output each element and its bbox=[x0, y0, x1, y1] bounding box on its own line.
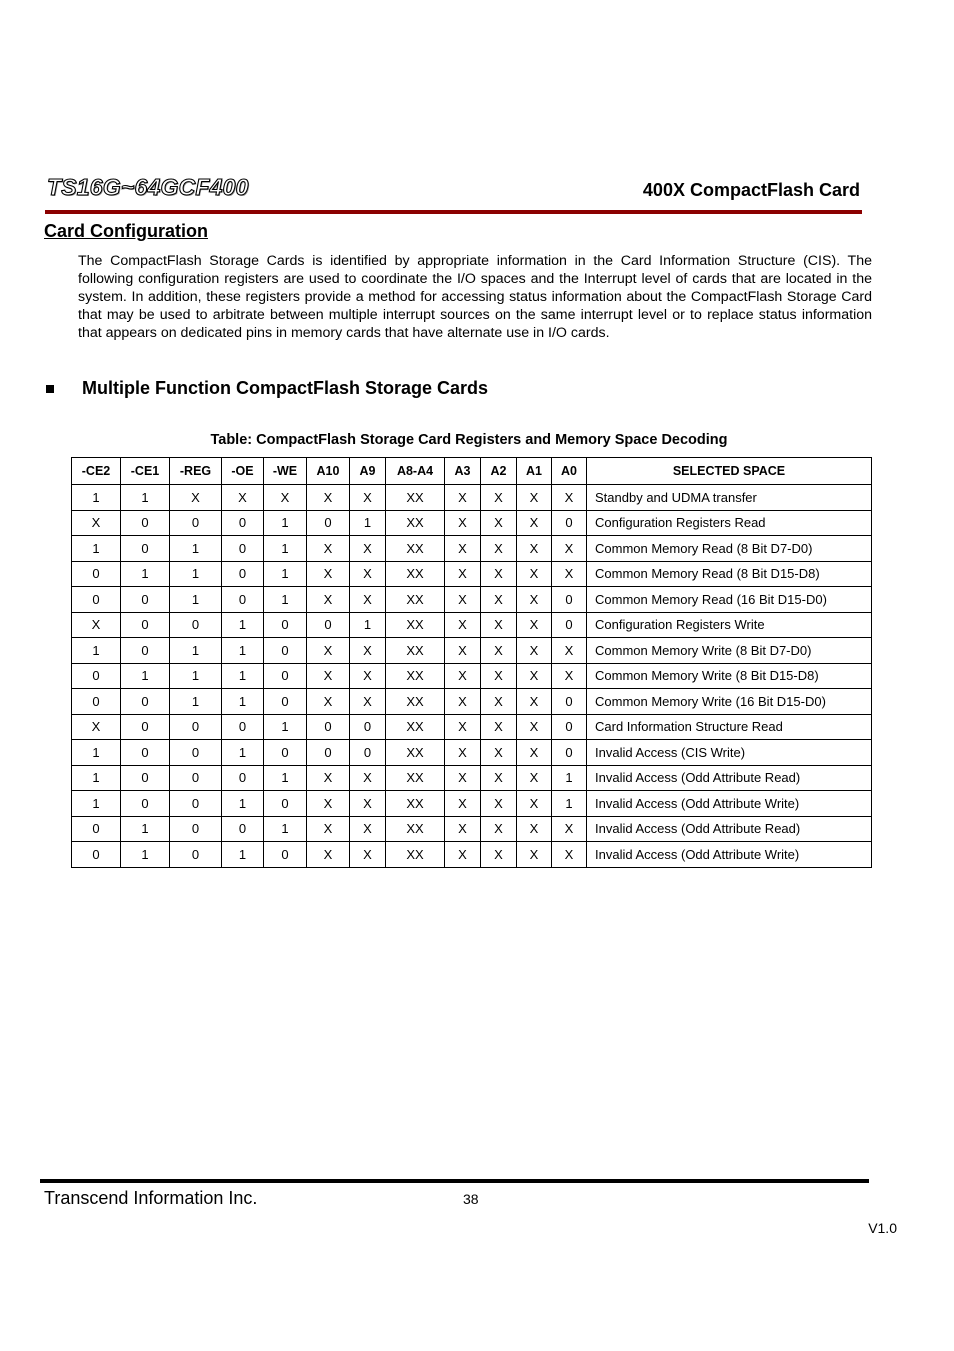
signal-cell: 0 bbox=[170, 510, 222, 536]
signal-cell: 1 bbox=[72, 740, 121, 766]
signal-cell: XX bbox=[386, 510, 445, 536]
signal-cell: X bbox=[350, 689, 386, 715]
signal-cell: 0 bbox=[222, 587, 264, 613]
signal-cell: X bbox=[72, 612, 121, 638]
signal-cell: X bbox=[481, 842, 517, 868]
signal-cell: X bbox=[307, 765, 350, 791]
signal-cell: X bbox=[517, 612, 552, 638]
signal-cell: X bbox=[481, 561, 517, 587]
signal-cell: 1 bbox=[222, 612, 264, 638]
header-divider bbox=[45, 210, 862, 214]
signal-cell: X bbox=[445, 740, 481, 766]
signal-cell: 1 bbox=[72, 638, 121, 664]
signal-cell: 1 bbox=[72, 536, 121, 562]
signal-cell: 1 bbox=[222, 638, 264, 664]
signal-cell: X bbox=[517, 638, 552, 664]
table-row bbox=[72, 740, 872, 766]
signal-cell: X bbox=[350, 842, 386, 868]
signal-cell: 1 bbox=[264, 765, 307, 791]
table-row bbox=[72, 561, 872, 587]
signal-cell: X bbox=[72, 510, 121, 536]
signal-cell: 0 bbox=[121, 510, 170, 536]
table-row bbox=[72, 714, 872, 740]
signal-cell: X bbox=[307, 816, 350, 842]
signal-cell: 1 bbox=[264, 510, 307, 536]
signal-cell: X bbox=[517, 536, 552, 562]
table-caption: Table: CompactFlash Storage Card Registers and Memory Space Decoding bbox=[210, 432, 728, 448]
signal-cell: X bbox=[517, 485, 552, 511]
column-header: A8-A4 bbox=[386, 458, 445, 485]
column-header: -WE bbox=[264, 458, 307, 485]
signal-cell: XX bbox=[386, 842, 445, 868]
signal-cell: 1 bbox=[222, 740, 264, 766]
signal-cell: X bbox=[552, 842, 587, 868]
signal-cell: 0 bbox=[264, 612, 307, 638]
signal-cell: X bbox=[481, 740, 517, 766]
signal-cell: 1 bbox=[264, 587, 307, 613]
signal-cell: X bbox=[445, 842, 481, 868]
signal-cell: 0 bbox=[307, 612, 350, 638]
column-header: -CE1 bbox=[121, 458, 170, 485]
signal-cell: 0 bbox=[121, 638, 170, 664]
table-row bbox=[72, 689, 872, 715]
document-title: 400X CompactFlash Card bbox=[642, 180, 860, 200]
selected-space-cell: Standby and UDMA transfer bbox=[587, 485, 872, 511]
signal-cell: X bbox=[307, 536, 350, 562]
signal-cell: X bbox=[481, 638, 517, 664]
signal-cell: 1 bbox=[170, 536, 222, 562]
signal-cell: 0 bbox=[121, 765, 170, 791]
signal-cell: 1 bbox=[264, 714, 307, 740]
signal-cell: 0 bbox=[552, 510, 587, 536]
signal-cell: 0 bbox=[121, 587, 170, 613]
column-header: -CE2 bbox=[72, 458, 121, 485]
signal-cell: 0 bbox=[307, 740, 350, 766]
selected-space-cell: Invalid Access (Odd Attribute Write) bbox=[587, 791, 872, 817]
table-body bbox=[72, 485, 872, 868]
signal-cell: X bbox=[350, 485, 386, 511]
signal-cell: 0 bbox=[222, 714, 264, 740]
signal-cell: XX bbox=[386, 587, 445, 613]
signal-cell: 0 bbox=[121, 791, 170, 817]
signal-cell: XX bbox=[386, 765, 445, 791]
signal-cell: 1 bbox=[170, 638, 222, 664]
section-title: Card Configuration bbox=[44, 221, 208, 241]
table-row bbox=[72, 612, 872, 638]
signal-cell: X bbox=[350, 816, 386, 842]
table-row bbox=[72, 638, 872, 664]
signal-cell: X bbox=[222, 485, 264, 511]
signal-cell: X bbox=[307, 791, 350, 817]
signal-cell: X bbox=[517, 663, 552, 689]
selected-space-cell: Invalid Access (Odd Attribute Read) bbox=[587, 765, 872, 791]
signal-cell: X bbox=[552, 536, 587, 562]
column-header: A1 bbox=[517, 458, 552, 485]
signal-cell: X bbox=[517, 842, 552, 868]
signal-cell: XX bbox=[386, 612, 445, 638]
column-header: SELECTED SPACE bbox=[587, 458, 872, 485]
signal-cell: 1 bbox=[121, 663, 170, 689]
signal-cell: X bbox=[350, 765, 386, 791]
signal-cell: XX bbox=[386, 485, 445, 511]
signal-cell: XX bbox=[386, 536, 445, 562]
signal-cell: X bbox=[552, 816, 587, 842]
signal-cell: 0 bbox=[72, 816, 121, 842]
signal-cell: 1 bbox=[170, 561, 222, 587]
signal-cell: 0 bbox=[264, 638, 307, 664]
signal-cell: 0 bbox=[170, 791, 222, 817]
signal-cell: X bbox=[517, 587, 552, 613]
signal-cell: 1 bbox=[552, 765, 587, 791]
signal-cell: X bbox=[552, 638, 587, 664]
signal-cell: X bbox=[481, 536, 517, 562]
signal-cell: X bbox=[350, 638, 386, 664]
table-row bbox=[72, 842, 872, 868]
signal-cell: X bbox=[517, 561, 552, 587]
signal-cell: X bbox=[517, 740, 552, 766]
signal-cell: 1 bbox=[222, 689, 264, 715]
column-header: A9 bbox=[350, 458, 386, 485]
signal-cell: X bbox=[445, 689, 481, 715]
signal-cell: X bbox=[517, 510, 552, 536]
page-number: 38 bbox=[463, 1191, 479, 1207]
signal-cell: 0 bbox=[552, 587, 587, 613]
signal-cell: 1 bbox=[121, 842, 170, 868]
signal-cell: 0 bbox=[552, 612, 587, 638]
signal-cell: X bbox=[445, 791, 481, 817]
signal-cell: X bbox=[307, 638, 350, 664]
selected-space-cell: Invalid Access (CIS Write) bbox=[587, 740, 872, 766]
signal-cell: 0 bbox=[170, 765, 222, 791]
signal-cell: X bbox=[481, 612, 517, 638]
table-row bbox=[72, 816, 872, 842]
signal-cell: X bbox=[481, 816, 517, 842]
selected-space-cell: Common Memory Write (8 Bit D15-D8) bbox=[587, 663, 872, 689]
column-header: A3 bbox=[445, 458, 481, 485]
table-header-row bbox=[72, 458, 872, 485]
signal-cell: X bbox=[307, 689, 350, 715]
selected-space-cell: Configuration Registers Read bbox=[587, 510, 872, 536]
signal-cell: 0 bbox=[121, 714, 170, 740]
signal-cell: 0 bbox=[121, 740, 170, 766]
signal-cell: 1 bbox=[222, 842, 264, 868]
signal-cell: X bbox=[445, 638, 481, 664]
signal-cell: X bbox=[445, 510, 481, 536]
signal-cell: XX bbox=[386, 791, 445, 817]
company-name: Transcend Information Inc. bbox=[44, 1188, 258, 1208]
column-header: A10 bbox=[307, 458, 350, 485]
signal-cell: 1 bbox=[121, 485, 170, 511]
signal-cell: X bbox=[481, 689, 517, 715]
table-row bbox=[72, 765, 872, 791]
signal-cell: 0 bbox=[307, 510, 350, 536]
signal-cell: 1 bbox=[350, 510, 386, 536]
signal-cell: 0 bbox=[170, 714, 222, 740]
table-row bbox=[72, 791, 872, 817]
signal-cell: 0 bbox=[72, 842, 121, 868]
signal-cell: 0 bbox=[552, 714, 587, 740]
signal-cell: 0 bbox=[350, 740, 386, 766]
signal-cell: X bbox=[307, 842, 350, 868]
signal-cell: 0 bbox=[222, 561, 264, 587]
signal-cell: X bbox=[481, 510, 517, 536]
signal-cell: 1 bbox=[121, 561, 170, 587]
signal-cell: 0 bbox=[170, 612, 222, 638]
signal-cell: 0 bbox=[72, 689, 121, 715]
signal-cell: 1 bbox=[222, 791, 264, 817]
signal-cell: XX bbox=[386, 561, 445, 587]
selected-space-cell: Common Memory Read (16 Bit D15-D0) bbox=[587, 587, 872, 613]
signal-cell: 1 bbox=[552, 791, 587, 817]
column-header: A2 bbox=[481, 458, 517, 485]
signal-cell: X bbox=[445, 714, 481, 740]
signal-cell: X bbox=[517, 791, 552, 817]
subsection-title: Multiple Function CompactFlash Storage Cards bbox=[82, 378, 489, 398]
signal-cell: 0 bbox=[552, 689, 587, 715]
signal-cell: 1 bbox=[72, 485, 121, 511]
signal-cell: XX bbox=[386, 816, 445, 842]
signal-cell: X bbox=[350, 587, 386, 613]
signal-cell: 0 bbox=[264, 791, 307, 817]
selected-space-cell: Common Memory Write (8 Bit D7-D0) bbox=[587, 638, 872, 664]
signal-cell: 1 bbox=[170, 663, 222, 689]
signal-cell: X bbox=[552, 485, 587, 511]
column-header: -OE bbox=[222, 458, 264, 485]
signal-cell: 0 bbox=[121, 689, 170, 715]
register-decoding-table bbox=[71, 457, 872, 868]
signal-cell: XX bbox=[386, 638, 445, 664]
brand-logo-text: TS16G~64GCF400 bbox=[47, 174, 249, 200]
signal-cell: X bbox=[445, 765, 481, 791]
signal-cell: 0 bbox=[222, 510, 264, 536]
signal-cell: X bbox=[481, 485, 517, 511]
signal-cell: 0 bbox=[72, 561, 121, 587]
signal-cell: 1 bbox=[264, 536, 307, 562]
selected-space-cell: Common Memory Read (8 Bit D15-D8) bbox=[587, 561, 872, 587]
signal-cell: X bbox=[307, 663, 350, 689]
signal-cell: 0 bbox=[222, 816, 264, 842]
column-header: -REG bbox=[170, 458, 222, 485]
table-row bbox=[72, 663, 872, 689]
signal-cell: 0 bbox=[170, 740, 222, 766]
table-row bbox=[72, 536, 872, 562]
signal-cell: X bbox=[350, 536, 386, 562]
signal-cell: X bbox=[481, 791, 517, 817]
signal-cell: 0 bbox=[121, 536, 170, 562]
signal-cell: X bbox=[350, 791, 386, 817]
signal-cell: 1 bbox=[121, 816, 170, 842]
signal-cell: X bbox=[307, 485, 350, 511]
signal-cell: 1 bbox=[170, 689, 222, 715]
footer-divider bbox=[40, 1179, 869, 1183]
signal-cell: X bbox=[445, 587, 481, 613]
selected-space-cell: Invalid Access (Odd Attribute Read) bbox=[587, 816, 872, 842]
signal-cell: X bbox=[445, 485, 481, 511]
signal-cell: X bbox=[350, 561, 386, 587]
signal-cell: 0 bbox=[170, 816, 222, 842]
signal-cell: X bbox=[170, 485, 222, 511]
signal-cell: X bbox=[481, 587, 517, 613]
selected-space-cell: Configuration Registers Write bbox=[587, 612, 872, 638]
signal-cell: X bbox=[481, 714, 517, 740]
signal-cell: X bbox=[517, 816, 552, 842]
column-header: A0 bbox=[552, 458, 587, 485]
signal-cell: X bbox=[517, 714, 552, 740]
signal-cell: X bbox=[264, 485, 307, 511]
signal-cell: X bbox=[481, 663, 517, 689]
signal-cell: X bbox=[445, 816, 481, 842]
signal-cell: 0 bbox=[552, 740, 587, 766]
signal-cell: 1 bbox=[170, 587, 222, 613]
signal-cell: 0 bbox=[307, 714, 350, 740]
signal-cell: 0 bbox=[264, 740, 307, 766]
signal-cell: 1 bbox=[264, 816, 307, 842]
signal-cell: X bbox=[517, 765, 552, 791]
signal-cell: 0 bbox=[222, 765, 264, 791]
selected-space-cell: Card Information Structure Read bbox=[587, 714, 872, 740]
table-row bbox=[72, 587, 872, 613]
signal-cell: X bbox=[517, 689, 552, 715]
version-label: V1.0 bbox=[868, 1220, 897, 1236]
signal-cell: 0 bbox=[121, 612, 170, 638]
signal-cell: X bbox=[72, 714, 121, 740]
signal-cell: X bbox=[445, 536, 481, 562]
selected-space-cell: Invalid Access (Odd Attribute Write) bbox=[587, 842, 872, 868]
signal-cell: 0 bbox=[264, 689, 307, 715]
signal-cell: XX bbox=[386, 663, 445, 689]
signal-cell: XX bbox=[386, 689, 445, 715]
square-bullet-icon bbox=[46, 385, 54, 393]
signal-cell: X bbox=[445, 612, 481, 638]
signal-cell: 1 bbox=[72, 791, 121, 817]
signal-cell: 1 bbox=[350, 612, 386, 638]
signal-cell: X bbox=[481, 765, 517, 791]
signal-cell: X bbox=[307, 587, 350, 613]
signal-cell: 0 bbox=[72, 663, 121, 689]
signal-cell: X bbox=[307, 561, 350, 587]
signal-cell: 1 bbox=[222, 663, 264, 689]
signal-cell: XX bbox=[386, 740, 445, 766]
signal-cell: X bbox=[445, 561, 481, 587]
signal-cell: 0 bbox=[72, 587, 121, 613]
intro-paragraph: The CompactFlash Storage Cards is identified by appropriate information in the Card Information Structure (CIS). The following configuration registers are used to coordinate the I/O spaces and the Interrupt level of cards that are located in the system. In addition, these registers provide a method for accessing status information about the CompactFlash Storage Card that may be used to arbitrate between multiple interrupt sources on the same interrupt level or to replace status information that appears on dedicated pins in memory cards that have alternate use in I/O cards. bbox=[78, 253, 872, 341]
signal-cell: 0 bbox=[264, 842, 307, 868]
signal-cell: 0 bbox=[264, 663, 307, 689]
signal-cell: 1 bbox=[72, 765, 121, 791]
signal-cell: 0 bbox=[222, 536, 264, 562]
signal-cell: X bbox=[552, 561, 587, 587]
table-row bbox=[72, 485, 872, 511]
selected-space-cell: Common Memory Write (16 Bit D15-D0) bbox=[587, 689, 872, 715]
selected-space-cell: Common Memory Read (8 Bit D7-D0) bbox=[587, 536, 872, 562]
table-row bbox=[72, 510, 872, 536]
signal-cell: 0 bbox=[350, 714, 386, 740]
signal-cell: 1 bbox=[264, 561, 307, 587]
signal-cell: 0 bbox=[170, 842, 222, 868]
signal-cell: X bbox=[350, 663, 386, 689]
signal-cell: X bbox=[552, 663, 587, 689]
signal-cell: XX bbox=[386, 714, 445, 740]
signal-cell: X bbox=[445, 663, 481, 689]
